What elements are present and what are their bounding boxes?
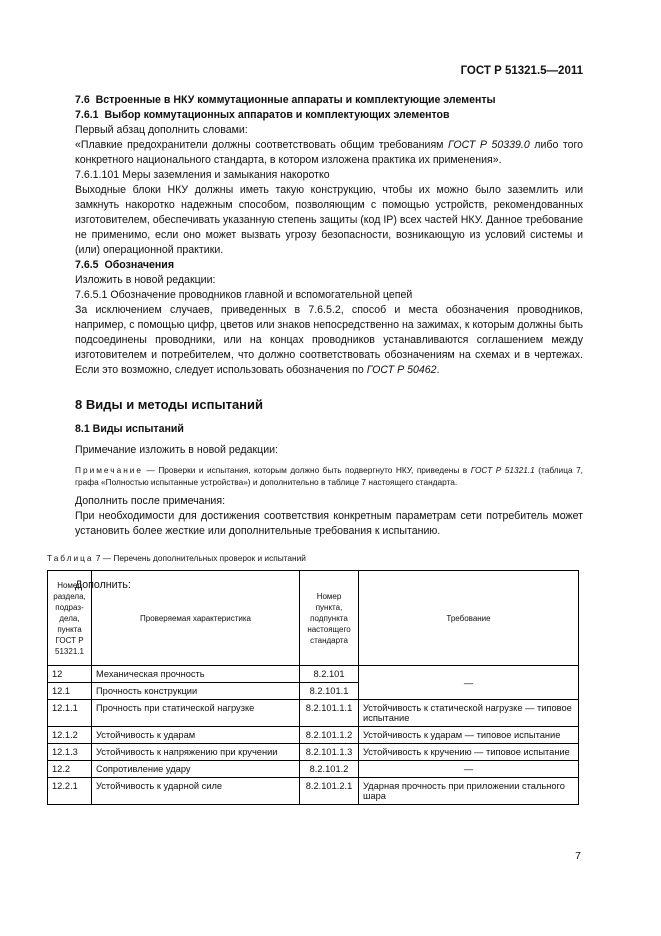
cell-clause: 8.2.101.2.1 bbox=[300, 778, 359, 805]
note-new-edition: Примечание изложить в новой редакции: bbox=[75, 444, 278, 456]
cell-clause: 8.2.101.1 bbox=[300, 683, 359, 700]
table-header-row bbox=[48, 571, 579, 666]
cell-section: 12.2.1 bbox=[48, 778, 92, 805]
page-body bbox=[47, 93, 584, 593]
section-7-6-heading: 7.6 Встроенные в НКУ коммутационные аппараты и комплектующие элементы bbox=[75, 94, 496, 106]
cell-characteristic: Устойчивость к напряжению при кручении bbox=[92, 744, 300, 761]
cell-requirement: Устойчивость к ударам — типовое испытание bbox=[359, 727, 579, 744]
header-requirement: Требование bbox=[359, 571, 579, 666]
section-7-6-1-heading: 7.6.1 Выбор коммутационных аппаратов и комплектующих элементов bbox=[75, 109, 450, 121]
cell-requirement: Ударная прочность при приложении стального шара bbox=[359, 778, 579, 805]
section-7-6-5-heading: 7.6.5 Обозначения bbox=[75, 259, 174, 271]
cell-characteristic: Сопротивление удару bbox=[92, 761, 300, 778]
table-row bbox=[48, 744, 579, 761]
section-8-1-heading: 8.1 Виды испытаний bbox=[75, 423, 184, 435]
section-8-heading: 8 Виды и методы испытаний bbox=[75, 397, 264, 412]
cell-section: 12.1.3 bbox=[48, 744, 92, 761]
cell-requirement: Устойчивость к кручению — типовое испытание bbox=[359, 744, 579, 761]
cell-characteristic: Устойчивость к ударам bbox=[92, 727, 300, 744]
cell-clause: 8.2.101.1.2 bbox=[300, 727, 359, 744]
page-number: 7 bbox=[575, 850, 581, 862]
subsection-7-6-5-1: 7.6.5.1 Обозначение проводников главной и вспомогательной цепей bbox=[75, 289, 413, 301]
table-add-label: Дополнить: bbox=[75, 579, 131, 591]
table-caption: Таблица 7 — Перечень дополнительных проверок и испытаний bbox=[47, 553, 306, 563]
table-row bbox=[48, 700, 579, 727]
cell-characteristic: Прочность при статической нагрузке bbox=[92, 700, 300, 727]
table-row bbox=[48, 666, 579, 683]
checks-table bbox=[47, 570, 579, 805]
header-clause-number: Номер пункта, подпункта настоящего стандарта bbox=[300, 571, 359, 666]
network-requirement-paragraph: При необходимости для достижения соответствия конкретным параметрам сети потребитель может установить более жесткие или дополнительные требования к испытанию. bbox=[75, 510, 583, 537]
document-code: ГОСТ Р 51321.5—2011 bbox=[460, 65, 583, 77]
table-row bbox=[48, 727, 579, 744]
cell-section: 12.1 bbox=[48, 683, 92, 700]
cell-requirement: Устойчивость к статической нагрузке — типовое испытание bbox=[359, 700, 579, 727]
cell-characteristic: Устойчивость к ударной силе bbox=[92, 778, 300, 805]
cell-section: 12.2 bbox=[48, 761, 92, 778]
cell-clause: 8.2.101.1.3 bbox=[300, 744, 359, 761]
header-characteristic: Проверяемая характеристика bbox=[92, 571, 300, 666]
cell-characteristic: Прочность конструкции bbox=[92, 683, 300, 700]
cell-section: 12 bbox=[48, 666, 92, 683]
first-paragraph-add: Первый абзац дополнить словами: bbox=[75, 124, 248, 136]
note-text: Примечание — Проверки и испытания, которым должно быть подвергнуто НКУ, приведены в ГОСТ Р 51321.1 (таблица 7, графа «Полностью испытанные устройства») и дополнительно в таблице 7 настоящего стандарта. bbox=[75, 465, 583, 487]
cell-clause: 8.2.101.1.1 bbox=[300, 700, 359, 727]
add-after-note: Дополнить после примечания: bbox=[75, 495, 226, 507]
header-section-number: Номер раздела, подраз-дела, пункта ГОСТ Р 51321.1 bbox=[48, 571, 92, 666]
table-row bbox=[48, 778, 579, 805]
subsection-7-6-1-101: 7.6.1.101 Меры заземления и замыкания накоротко bbox=[75, 169, 330, 181]
conductor-designation-paragraph: За исключением случаев, приведенных в 7.6.5.2, способ и места обозначения проводников, например, с помощью цифр, цветов или знаков непосредственно на зажимах, к которым должны быть подсоединены проводники, или на концах проводников устанавливаются соглашением между изготовителем и потребителем, что должно соответствовать обозначениям на схемах и в чертежах. Если это возможно, следует использовать обозначения по ГОСТ Р 50462. bbox=[75, 304, 583, 376]
output-blocks-paragraph: Выходные блоки НКУ должны иметь такую конструкцию, чтобы их можно было заземлить или замкнуть накоротко надежным способом, позволяющим с помощью устройств, рекомендованных изготовителем, обеспечивать указанную степень защиты (код IP) всех частей НКУ. Данное требование не применимо, если оно может вызвать угрозу безопасности, возникающую из условий системы и (или) операционной практики. bbox=[75, 184, 583, 256]
cell-requirement: — bbox=[359, 666, 579, 700]
cell-clause: 8.2.101.2 bbox=[300, 761, 359, 778]
cell-clause: 8.2.101 bbox=[300, 666, 359, 683]
cell-requirement: — bbox=[359, 761, 579, 778]
cell-section: 12.1.1 bbox=[48, 700, 92, 727]
new-edition-note: Изложить в новой редакции: bbox=[75, 274, 216, 286]
cell-section: 12.1.2 bbox=[48, 727, 92, 744]
cell-characteristic: Механическая прочность bbox=[92, 666, 300, 683]
table-row bbox=[48, 761, 579, 778]
fuses-quote: «Плавкие предохранители должны соответствовать общим требованиям ГОСТ Р 50339.0 либо того конкретного национального стандарта, в котором изложена практика их применения». bbox=[75, 139, 584, 166]
